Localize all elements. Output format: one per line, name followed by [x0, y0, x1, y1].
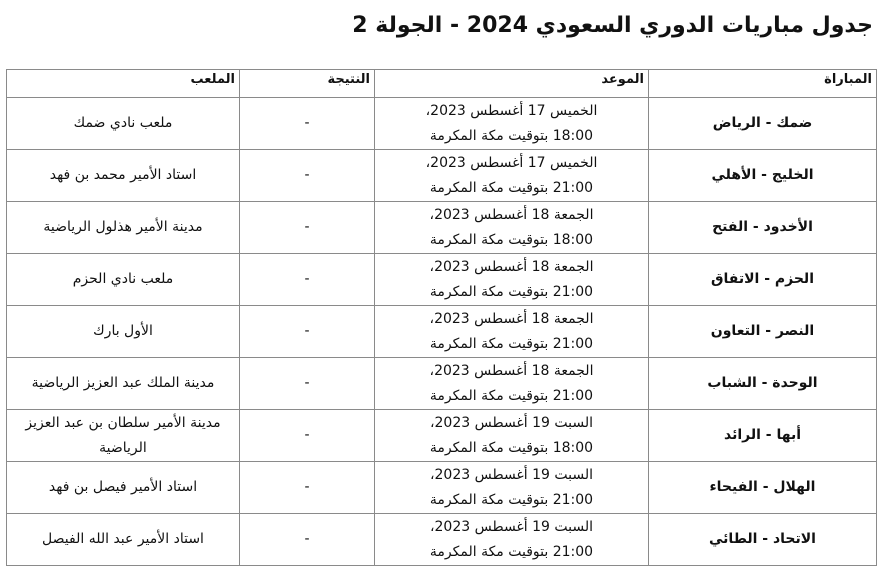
venue-cell: استاد الأمير فيصل بن فهد — [7, 462, 240, 514]
time-cell — [375, 410, 649, 462]
schedule-body — [7, 98, 877, 566]
header-row — [7, 70, 877, 98]
time-cell — [375, 358, 649, 410]
venue-cell: استاد الأمير عبد الله الفيصل — [7, 514, 240, 566]
match-cell: ضمك - الرياض — [649, 98, 877, 150]
time-cell — [375, 98, 649, 150]
match-cell: الهلال - الفيحاء — [649, 462, 877, 514]
table-row — [7, 462, 877, 514]
match-cell: النصر - التعاون — [649, 306, 877, 358]
venue-cell: استاد الأمير محمد بن فهد — [7, 150, 240, 202]
header-venue: الملعب — [7, 70, 240, 98]
match-time: 21:00 بتوقيت مكة المكرمة — [429, 283, 594, 300]
match-date: الجمعة 18 أغسطس 2023، — [429, 258, 594, 275]
result-cell: - — [240, 410, 375, 462]
match-date: الخميس 17 أغسطس 2023، — [425, 102, 598, 119]
schedule-table — [6, 69, 877, 566]
match-time: 18:00 بتوقيت مكة المكرمة — [429, 231, 594, 248]
venue-cell: مدينة الملك عبد العزيز الرياضية — [7, 358, 240, 410]
match-cell: الحزم - الاتفاق — [649, 254, 877, 306]
table-row — [7, 254, 877, 306]
match-time: 21:00 بتوقيت مكة المكرمة — [429, 179, 594, 196]
match-time: 21:00 بتوقيت مكة المكرمة — [429, 543, 594, 560]
match-time: 18:00 بتوقيت مكة المكرمة — [429, 439, 594, 456]
result-cell: - — [240, 514, 375, 566]
header-time: الموعد — [375, 70, 649, 98]
match-date: الخميس 17 أغسطس 2023، — [425, 154, 598, 171]
match-date: الجمعة 18 أغسطس 2023، — [429, 362, 594, 379]
time-cell — [375, 202, 649, 254]
time-cell — [375, 514, 649, 566]
match-cell: أبها - الرائد — [649, 410, 877, 462]
match-date: السبت 19 أغسطس 2023، — [429, 518, 593, 535]
time-cell — [375, 306, 649, 358]
table-row — [7, 98, 877, 150]
match-date: الجمعة 18 أغسطس 2023، — [429, 310, 594, 327]
venue-cell: مدينة الأمير سلطان بن عبد العزيز الرياضية — [7, 410, 240, 462]
match-time: 21:00 بتوقيت مكة المكرمة — [429, 387, 594, 404]
match-cell: الوحدة - الشباب — [649, 358, 877, 410]
table-row — [7, 202, 877, 254]
table-row — [7, 358, 877, 410]
match-cell: الاتحاد - الطائي — [649, 514, 877, 566]
result-cell: - — [240, 254, 375, 306]
header-result: النتيجة — [240, 70, 375, 98]
page-title: جدول مباريات الدوري السعودي 2024 - الجولة 2 — [352, 13, 873, 38]
result-cell: - — [240, 358, 375, 410]
match-date: السبت 19 أغسطس 2023، — [429, 414, 593, 431]
match-cell: الخليج - الأهلي — [649, 150, 877, 202]
header-match: المباراة — [649, 70, 877, 98]
result-cell: - — [240, 150, 375, 202]
table-row — [7, 306, 877, 358]
venue-cell: ملعب نادي ضمك — [7, 98, 240, 150]
match-date: السبت 19 أغسطس 2023، — [429, 466, 593, 483]
time-cell — [375, 150, 649, 202]
result-cell: - — [240, 98, 375, 150]
venue-cell: الأول بارك — [7, 306, 240, 358]
match-cell: الأخدود - الفتح — [649, 202, 877, 254]
match-date: الجمعة 18 أغسطس 2023، — [429, 206, 594, 223]
venue-cell: ملعب نادي الحزم — [7, 254, 240, 306]
table-row — [7, 410, 877, 462]
match-time: 18:00 بتوقيت مكة المكرمة — [429, 127, 594, 144]
venue-cell: مدينة الأمير هذلول الرياضية — [7, 202, 240, 254]
time-cell — [375, 254, 649, 306]
time-cell — [375, 462, 649, 514]
result-cell: - — [240, 462, 375, 514]
result-cell: - — [240, 306, 375, 358]
table-row — [7, 150, 877, 202]
match-time: 21:00 بتوقيت مكة المكرمة — [429, 491, 594, 508]
result-cell: - — [240, 202, 375, 254]
table-row — [7, 514, 877, 566]
match-time: 21:00 بتوقيت مكة المكرمة — [429, 335, 594, 352]
